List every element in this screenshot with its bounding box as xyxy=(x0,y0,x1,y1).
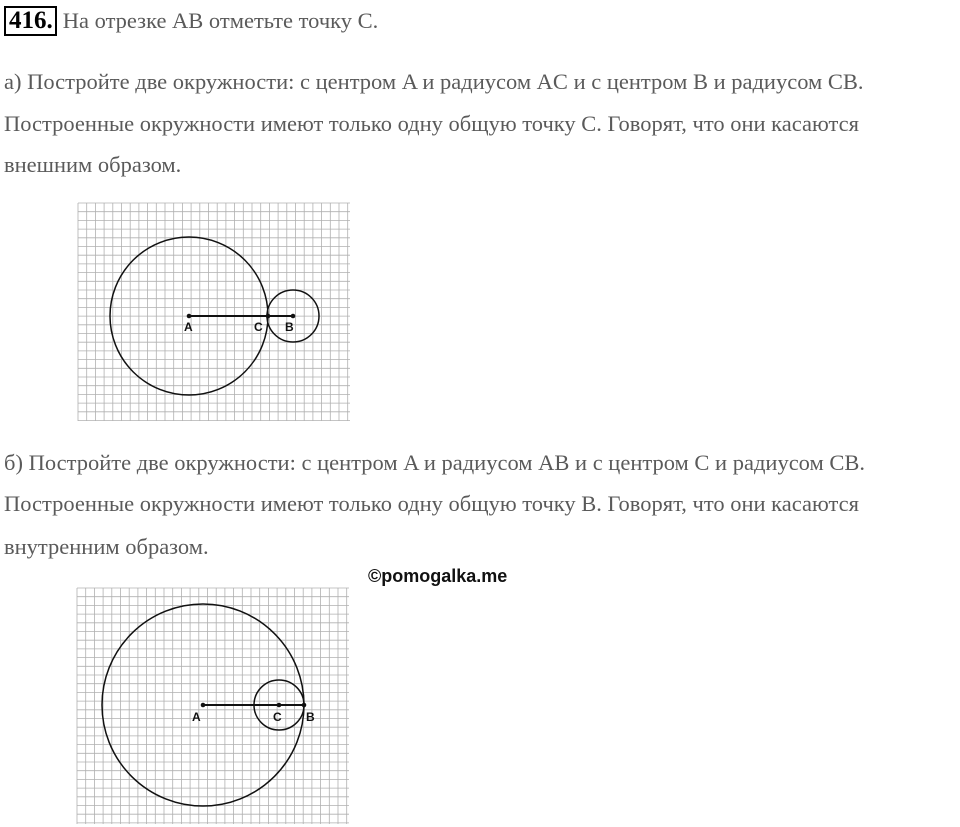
grid xyxy=(78,203,350,421)
point-a xyxy=(201,703,206,708)
point-c xyxy=(277,703,282,708)
label-b: B xyxy=(306,710,315,724)
label-c: C xyxy=(273,710,282,724)
point-b xyxy=(291,314,296,319)
part-a-line-2: Построенные окружности имеют только одну общую точку C. Говорят, что они касаются xyxy=(4,111,859,136)
part-b-line-2: Построенные окружности имеют только одну общую точку B. Говорят, что они касаются xyxy=(4,491,859,516)
label-a: A xyxy=(192,710,201,724)
problem-intro: На отрезке AB отметьте точку C. xyxy=(62,7,379,33)
part-a-line-1: а) Постройте две окружности: с центром A и радиусом AC и с центром B и радиусом CB. xyxy=(4,69,864,94)
figure-a-external-tangency xyxy=(78,203,350,421)
label-b: B xyxy=(285,320,294,334)
figure-b-internal-tangency xyxy=(77,588,349,824)
part-a-line-3: внешним образом. xyxy=(4,152,182,177)
watermark: ©pomogalka.me xyxy=(368,566,508,586)
point-c xyxy=(266,314,271,319)
point-b xyxy=(302,703,307,708)
part-b-line-3: внутренним образом. xyxy=(4,534,209,559)
label-a: A xyxy=(184,320,193,334)
label-c: C xyxy=(254,320,263,334)
problem-header xyxy=(4,4,378,36)
problem-number: 416. xyxy=(4,6,57,36)
part-b-line-1: б) Постройте две окружности: с центром A и радиусом AB и с центром C и радиусом CB. xyxy=(4,450,865,475)
point-a xyxy=(187,314,192,319)
